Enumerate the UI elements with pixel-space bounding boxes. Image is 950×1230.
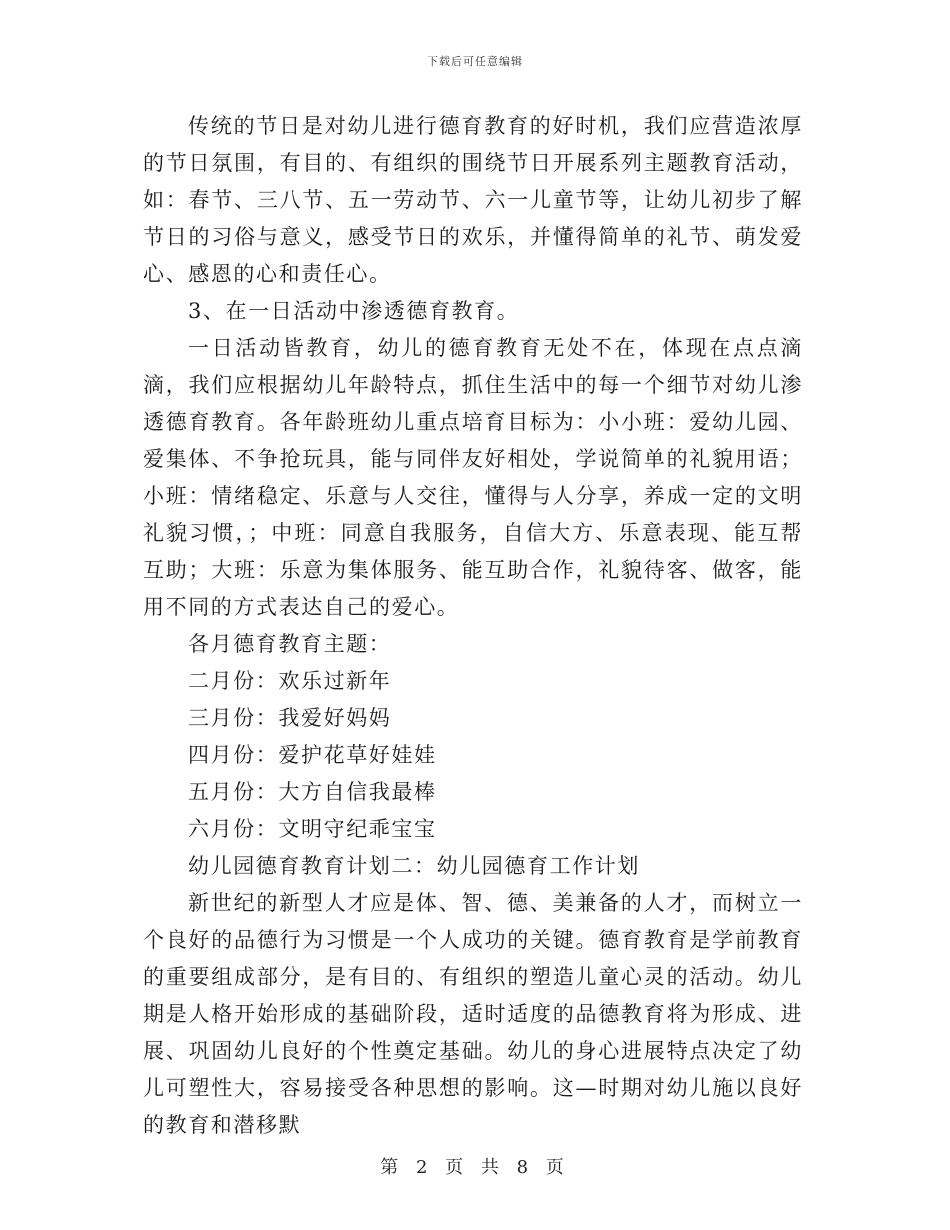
page-number: 第 2 页 共 8 页 bbox=[380, 1157, 570, 1178]
monthly-theme-february: 二月份：欢乐过新年 bbox=[188, 669, 392, 693]
document-body bbox=[143, 108, 803, 1144]
monthly-themes-heading: 各月德育教育主题： bbox=[188, 632, 392, 656]
monthly-theme-march: 三月份：我爱好妈妈 bbox=[188, 706, 392, 730]
monthly-theme-may: 五月份：大方自信我最棒 bbox=[188, 780, 437, 804]
header-note: 下载后可任意编辑 bbox=[427, 55, 523, 68]
section-heading-daily-activities: 3、在一日活动中渗透德育教育。 bbox=[188, 299, 520, 323]
paragraph-new-era-talent: 新世纪的新型人才应是体、智、德、美兼备的人才，而树立一个良好的品德行为习惯是一个人成功的关键。德育教育是学前教育的重要组成部分，是有目的、有组织的塑造儿童心灵的活动。幼儿期是人格开始形成的基础阶段，适时适度的品德教育将为形成、进展、巩固幼儿良好的个性奠定基础。幼儿的身心进展特点决定了幼儿可塑性大，容易接受各种思想的影响。这—时期对幼儿施以良好的教育和潜移默 bbox=[143, 891, 803, 1137]
monthly-theme-june: 六月份：文明守纪乖宝宝 bbox=[188, 817, 437, 841]
plan-two-title: 幼儿园德育教育计划二：幼儿园德育工作计划 bbox=[188, 854, 640, 878]
paragraph-festival-education: 传统的节日是对幼儿进行德育教育的好时机，我们应营造浓厚的节日氛围，有目的、有组织的围绕节日开展系列主题教育活动，如：春节、三八节、五一劳动节、六一儿童节等，让幼儿初步了解节日的习俗与意义，感受节日的欢乐，并懂得简单的礼节、萌发爱心、感恩的心和责任心。 bbox=[143, 114, 803, 286]
monthly-theme-april: 四月份：爱护花草好娃娃 bbox=[188, 743, 437, 767]
paragraph-daily-activities: 一日活动皆教育，幼儿的德育教育无处不在，体现在点点滴滴，我们应根据幼儿年龄特点，抓住生活中的每一个细节对幼儿渗透德育教育。各年龄班幼儿重点培育目标为：小小班：爱幼儿园、爱集体、不争抢玩具，能与同伴友好相处，学说简单的礼貌用语；小班：情绪稳定、乐意与人交往，懂得与人分享，养成一定的文明礼貌习惯，；中班：同意自我服务，自信大方、乐意表现、能互帮互助；大班：乐意为集体服务、能互助合作，礼貌待客、做客，能用不同的方式表达自己的爱心。 bbox=[143, 336, 803, 619]
